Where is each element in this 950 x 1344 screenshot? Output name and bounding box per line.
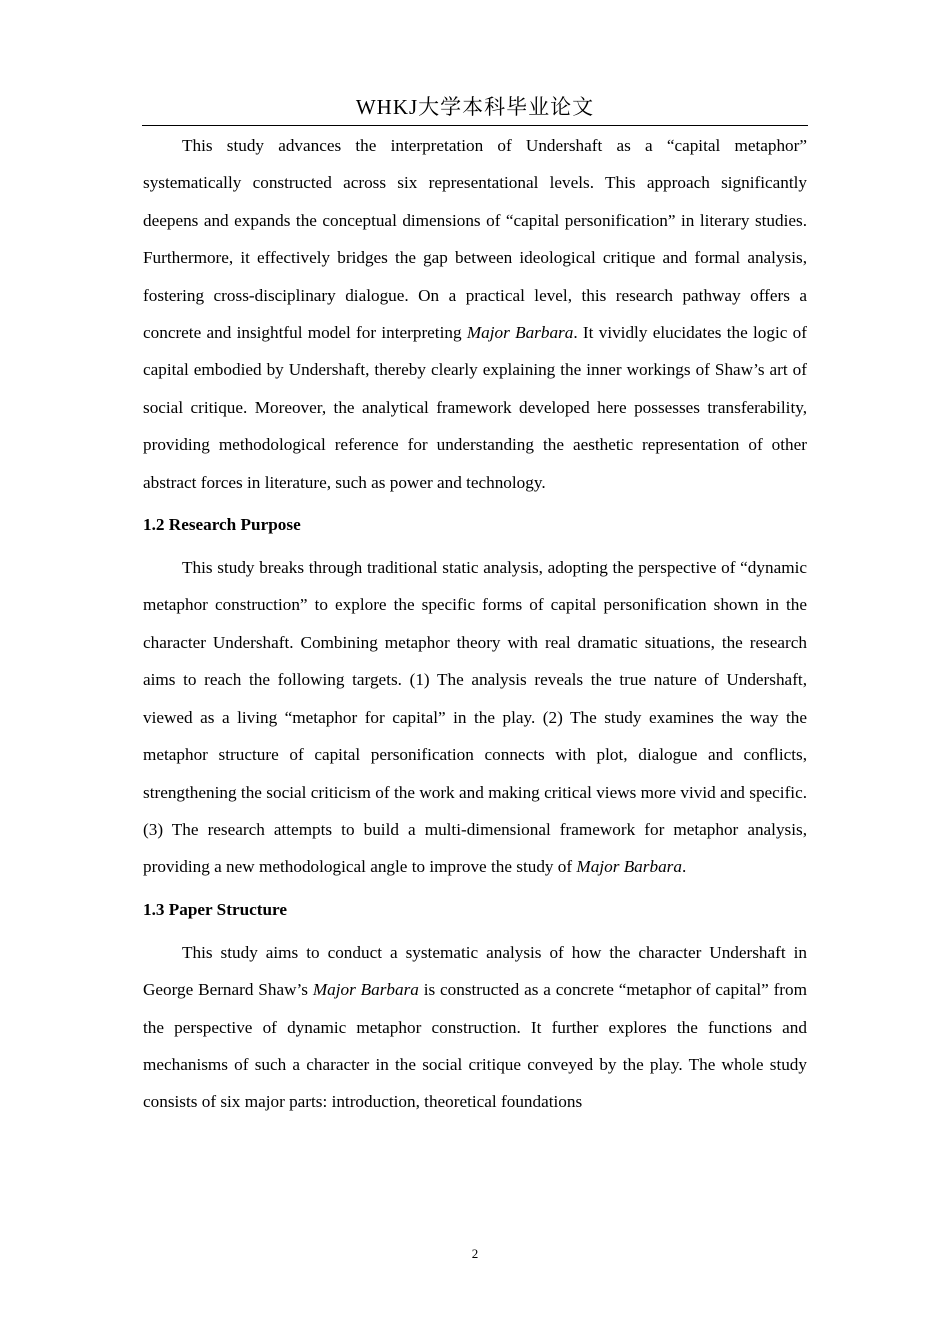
paragraph-text: This study breaks through traditional static analysis, adopting the perspective of “dynamic metaphor construction” to explore the specific forms of capital personification shown in the character Undershaft. Combining metaphor theory with real dramatic situations, the research aims to reach the following targets. (1) The analysis reveals the true nature of Undershaft, viewed as a living “metaphor for capital” in the play. (2) The study examines the way the metaphor structure of capital personification connects with plot, dialogue and conflicts, strengthening the social criticism of the work and making critical views more vivid and specific. (3) The research attempts to build a multi-dimensional framework for metaphor analysis, providing a new methodological angle to improve the study of xyxy=(143,558,807,877)
italic-title: Major Barbara xyxy=(312,980,419,1000)
page-body xyxy=(143,127,807,1121)
paragraph-text: is constructed as a concrete “metaphor of capital” from the perspective of dynamic metaphor construction. It further explores the functions and mechanisms of such a character in the social critique conveyed by the play. The whole study consists of six major parts: introduction, theoretical foundations xyxy=(143,980,807,1112)
header-divider xyxy=(142,125,808,126)
header-title: WHKJ大学本科毕业论文 xyxy=(355,95,595,119)
page-number: 2 xyxy=(471,1246,479,1261)
section-heading-research-purpose: 1.2 Research Purpose xyxy=(143,515,301,535)
italic-title: Major Barbara xyxy=(466,323,574,343)
running-header xyxy=(142,92,808,126)
paragraph-text: . It vividly elucidates the logic of capital embodied by Undershaft, thereby clearly explaining the inner workings of Shaw’s art of social critique. Moreover, the analytical framework developed here possesses transferability, providing methodological reference for understanding the aesthetic representation of other abstract forces in literature, such as power and technology. xyxy=(143,323,807,492)
section-heading-paper-structure: 1.3 Paper Structure xyxy=(143,899,288,919)
page-footer xyxy=(0,1244,950,1264)
paragraph-text: This study aims to conduct a systematic analysis of how the character Undershaft in George Bernard Shaw’s xyxy=(143,942,807,1000)
paragraph-significance xyxy=(143,127,807,501)
paragraph-text: This study advances the interpretation of Undershaft as a “capital metaphor” systematically constructed across six representational levels. This approach significantly deepens and expands the conceptual dimensions of “capital personification” in literary studies. Furthermore, it effectively bridges the gap between ideological critique and formal analysis, fostering cross-disciplinary dialogue. On a practical level, this research pathway offers a concrete and insightful model for interpreting xyxy=(143,136,807,343)
italic-title: Major Barbara xyxy=(576,857,682,877)
paragraph-paper-structure xyxy=(143,934,807,1121)
paragraph-research-purpose xyxy=(143,549,807,886)
paragraph-text: . xyxy=(681,857,687,877)
